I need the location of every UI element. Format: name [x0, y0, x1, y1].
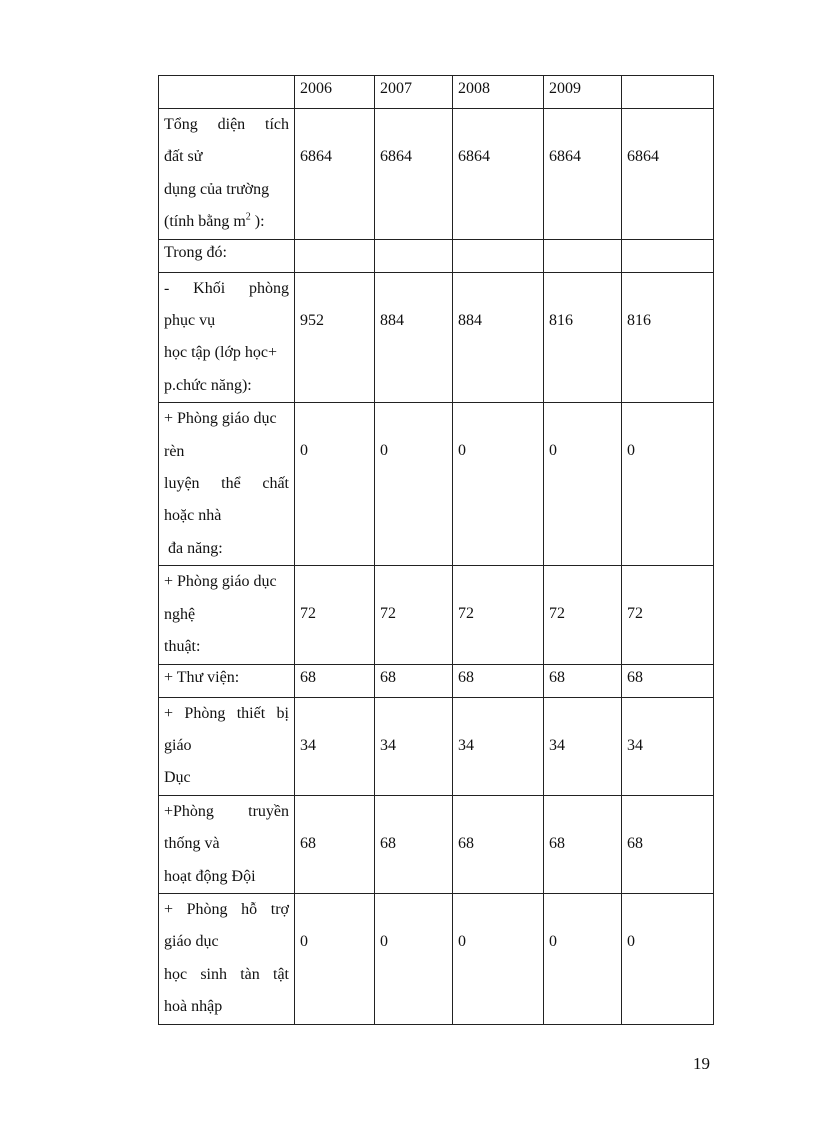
table-cell: 0	[544, 403, 622, 566]
table-row	[159, 795, 714, 893]
table-row	[159, 403, 714, 566]
table-cell: 34	[622, 697, 714, 795]
row-label: Tổng diện tích đất sử dụng của trường (tính bằng $m^2$ ):	[159, 109, 295, 240]
header-row	[159, 76, 714, 109]
table-cell: 816	[544, 272, 622, 403]
table-cell: 68	[375, 664, 453, 697]
table-cell: 68	[453, 795, 544, 893]
table-row	[159, 664, 714, 697]
row-label: +Phòng truyền thống và hoạt động Đội	[159, 795, 295, 893]
table-cell: 6864	[453, 109, 544, 240]
row-label: + Phòng hỗ trợ giáo dục học sinh tàn tật hoà nhập	[159, 893, 295, 1024]
table-row	[159, 893, 714, 1024]
row-label: + Thư viện:	[159, 664, 295, 697]
table-cell: 72	[453, 566, 544, 664]
table-row	[159, 697, 714, 795]
table-cell: 884	[375, 272, 453, 403]
table-cell	[453, 239, 544, 272]
table-cell: 6864	[622, 109, 714, 240]
table-cell: 68	[622, 795, 714, 893]
table-cell: 0	[375, 893, 453, 1024]
table-cell: 0	[544, 893, 622, 1024]
row-label: - Khối phòng phục vụ học tập (lớp học+ p.chức năng):	[159, 272, 295, 403]
header-cell	[622, 76, 714, 109]
table-cell: 0	[375, 403, 453, 566]
table-cell: 68	[375, 795, 453, 893]
table-cell: 72	[544, 566, 622, 664]
header-cell	[159, 76, 295, 109]
table-cell: 0	[295, 403, 375, 566]
table-cell	[544, 239, 622, 272]
table-cell: 6864	[295, 109, 375, 240]
table-cell: 68	[295, 664, 375, 697]
table-cell: 72	[375, 566, 453, 664]
header-cell: 2009	[544, 76, 622, 109]
table-cell: 68	[453, 664, 544, 697]
row-label: + Phòng giáo dục rèn luyện thể chất hoặc nhà đa năng:	[159, 403, 295, 566]
row-label: Trong đó:	[159, 239, 295, 272]
table-row	[159, 109, 714, 240]
table-cell: 0	[295, 893, 375, 1024]
row-label: + Phòng giáo dục nghệ thuật:	[159, 566, 295, 664]
table-cell: 68	[544, 664, 622, 697]
table-cell: 816	[622, 272, 714, 403]
table-row	[159, 272, 714, 403]
table-cell: 34	[453, 697, 544, 795]
table-cell: 952	[295, 272, 375, 403]
row-label: + Phòng thiết bị giáo Dục	[159, 697, 295, 795]
table-cell: 34	[295, 697, 375, 795]
table-cell	[295, 239, 375, 272]
land-use-table	[158, 75, 714, 1025]
header-cell: 2007	[375, 76, 453, 109]
table-cell: 72	[622, 566, 714, 664]
table-cell: 0	[453, 403, 544, 566]
table-cell: 72	[295, 566, 375, 664]
table-row	[159, 566, 714, 664]
table-cell: 0	[453, 893, 544, 1024]
table-cell: 34	[375, 697, 453, 795]
table-cell: 6864	[544, 109, 622, 240]
table-cell: 0	[622, 893, 714, 1024]
page-number: 19	[693, 1054, 710, 1073]
table-cell: 68	[295, 795, 375, 893]
header-cell: 2008	[453, 76, 544, 109]
table-cell: 0	[622, 403, 714, 566]
table-cell: 884	[453, 272, 544, 403]
header-cell: 2006	[295, 76, 375, 109]
table-row	[159, 239, 714, 272]
table-cell	[622, 239, 714, 272]
table-cell: 68	[622, 664, 714, 697]
table-cell	[375, 239, 453, 272]
table-cell: 34	[544, 697, 622, 795]
table-cell: 6864	[375, 109, 453, 240]
table-cell: 68	[544, 795, 622, 893]
